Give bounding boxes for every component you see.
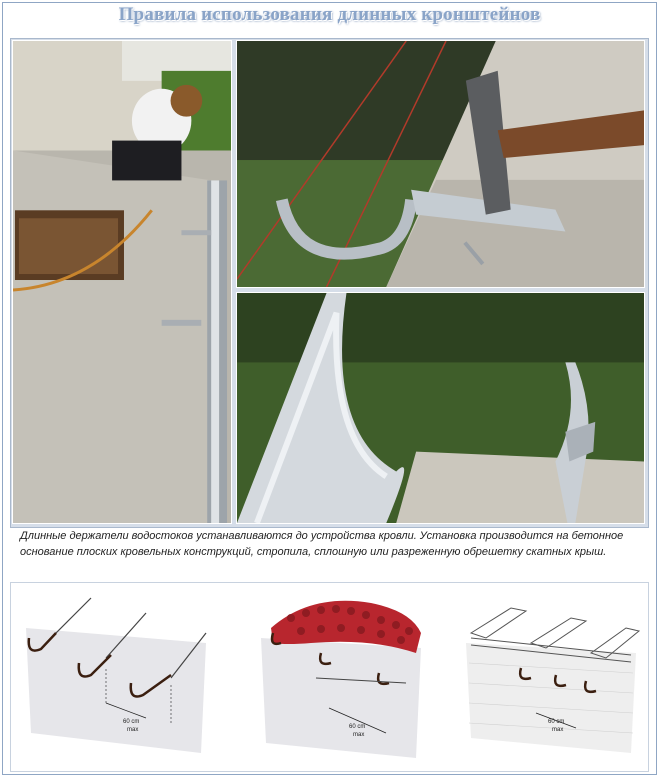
caption-text: Длинные держатели водостоков устанавливаются до устройства кровли. Установка производится на бетонное основание плоских кровельных конструкций, стропила, сплошную или разреженную обрешетку скатных крыш.	[20, 530, 624, 558]
diagram-1-unit: max	[127, 727, 139, 733]
diagram-2-unit: max	[353, 732, 365, 738]
diagram-tiled-roof	[261, 601, 421, 758]
diagram-concrete-base	[466, 608, 639, 753]
diagram-3-unit: max	[552, 727, 564, 733]
diagram-3-distance: 60 cm	[548, 719, 565, 725]
photo-gutter-closeup	[236, 292, 645, 524]
diagram-2-distance: 60 cm	[349, 724, 366, 730]
photo-installing-brackets	[12, 40, 232, 524]
page-title: Правила использования длинных кронштейнов	[118, 4, 541, 25]
photo-hammer-bracket	[236, 40, 645, 288]
installation-diagrams	[10, 582, 649, 772]
diagram-1-distance: 60 cm	[123, 719, 140, 725]
diagram-rafters	[26, 598, 206, 753]
